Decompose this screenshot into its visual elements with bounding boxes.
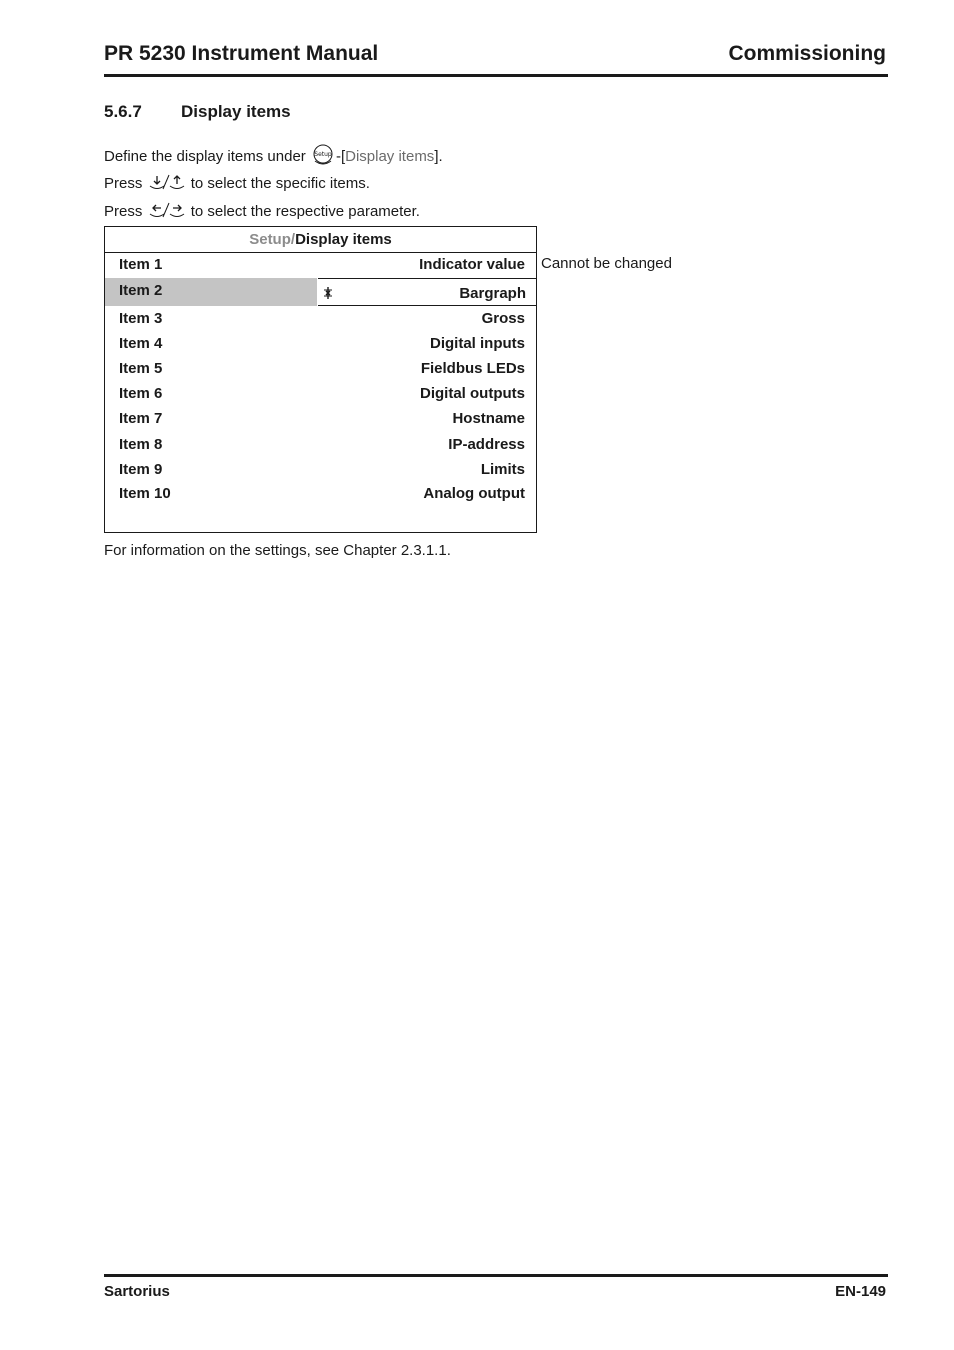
left-right-keys-icon <box>147 200 187 224</box>
footnote: For information on the settings, see Chapter 2.3.1.1. <box>104 542 451 559</box>
menu-row-item-6[interactable] <box>105 382 536 407</box>
item-value: Digital outputs <box>420 385 525 402</box>
intro-line-1 <box>104 143 443 171</box>
item-label: Item 10 <box>119 485 171 502</box>
section-heading <box>104 102 291 122</box>
item-label: Item 9 <box>119 461 163 478</box>
item-2-value-selector[interactable] <box>318 278 536 306</box>
intro-line-3 <box>104 200 420 224</box>
page-number: EN-149 <box>835 1283 886 1300</box>
item-label: Item 7 <box>119 410 163 427</box>
item-value: Indicator value <box>419 256 525 273</box>
menu-row-item-1[interactable] <box>105 253 536 278</box>
item-label: Item 2 <box>119 282 163 299</box>
menu-row-item-7[interactable] <box>105 407 536 432</box>
item-label: Item 4 <box>119 335 163 352</box>
toggle-arrows-icon <box>322 286 334 305</box>
menu-row-item-9[interactable] <box>105 458 536 483</box>
setup-key-icon <box>310 143 336 171</box>
chapter-title: Commissioning <box>728 42 886 65</box>
section-title: Display items <box>181 102 291 121</box>
intro-line-2 <box>104 172 370 196</box>
page-header <box>104 40 888 77</box>
display-items-menu <box>104 226 537 533</box>
menu-row-item-3[interactable] <box>105 307 536 332</box>
item-1-note: Cannot be changed <box>541 255 672 272</box>
item-label: Item 1 <box>119 256 163 273</box>
intro-dash: -[ <box>335 147 346 165</box>
item-value: Hostname <box>452 410 525 427</box>
intro-suffix: ]. <box>434 147 443 165</box>
item-label: Item 3 <box>119 310 163 327</box>
menu-row-item-4[interactable] <box>105 332 536 357</box>
menu-row-item-5[interactable] <box>105 357 536 382</box>
instruction-text: to select the specific items. <box>190 174 370 192</box>
instruction-text: to select the respective parameter. <box>190 202 420 220</box>
up-down-keys-icon <box>147 172 187 196</box>
item-value: Bargraph <box>459 285 526 302</box>
svg-text:Setup: Setup <box>314 151 332 158</box>
item-value: IP-address <box>448 436 525 453</box>
item-label: Item 6 <box>119 385 163 402</box>
section-number: 5.6.7 <box>104 102 142 121</box>
press-label: Press <box>104 174 143 192</box>
menu-title-name: Display items <box>295 231 392 248</box>
menu-title <box>105 227 536 253</box>
intro-text: Define the display items under <box>104 147 306 165</box>
menu-row-item-10[interactable] <box>105 482 536 507</box>
press-label: Press <box>104 202 143 220</box>
manual-title: PR 5230 Instrument Manual <box>104 42 379 65</box>
item-value: Gross <box>481 310 525 327</box>
item-label: Item 8 <box>119 436 163 453</box>
item-value: Limits <box>480 461 525 478</box>
menu-title-path: Setup/ <box>249 231 296 248</box>
item-label: Item 5 <box>119 360 163 377</box>
item-value: Fieldbus LEDs <box>420 360 525 377</box>
item-value: Digital inputs <box>430 335 525 352</box>
menu-row-item-8[interactable] <box>105 433 536 458</box>
menu-row-item-2-selected[interactable] <box>105 278 317 306</box>
page-footer <box>104 1274 888 1300</box>
footer-brand: Sartorius <box>104 1283 170 1300</box>
item-value: Analog output <box>423 485 525 502</box>
menu-path-link: Display items <box>345 147 435 165</box>
